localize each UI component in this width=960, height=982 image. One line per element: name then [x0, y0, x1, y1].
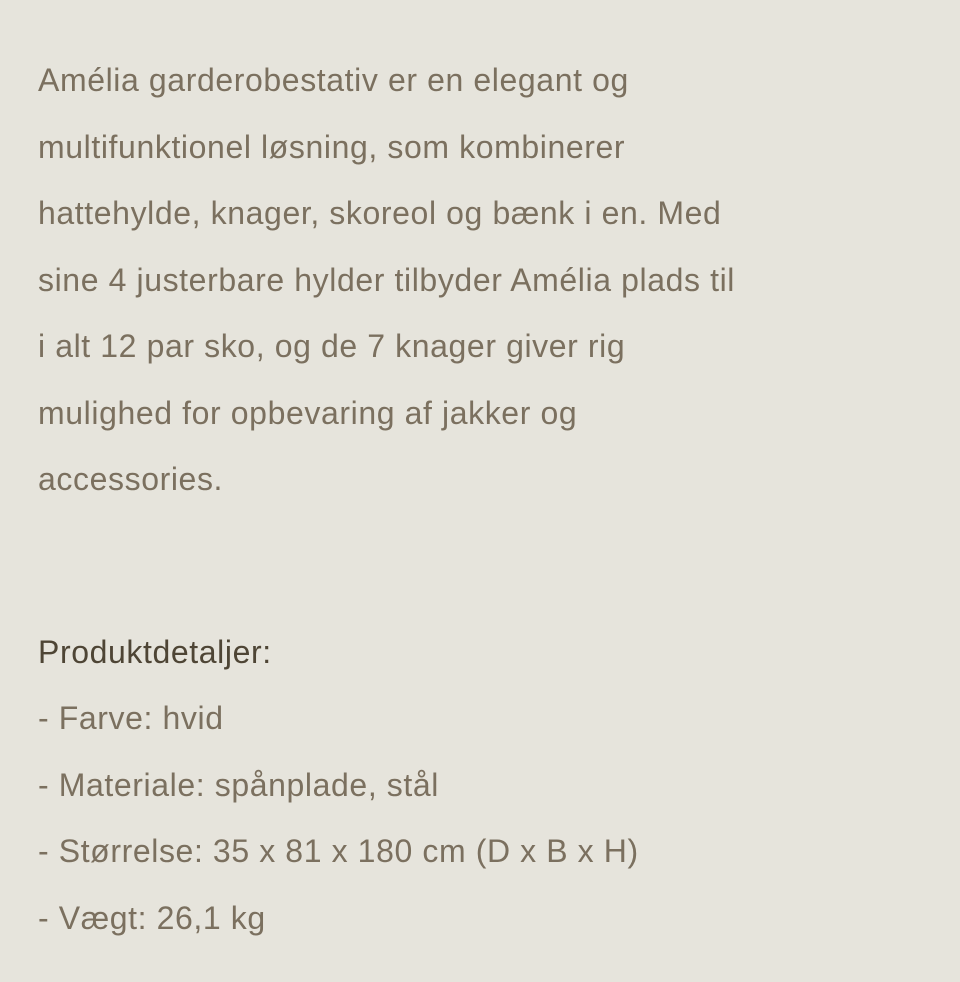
description-paragraph — [38, 47, 735, 513]
description-line: multifunktionel løsning, som kombinerer — [38, 128, 626, 165]
detail-item-weight: - Vægt: 26,1 kg — [38, 899, 266, 936]
detail-item-color: - Farve: hvid — [38, 700, 224, 736]
product-details — [38, 619, 735, 952]
product-description-section — [38, 47, 735, 951]
description-line: hattehylde, knager, skoreol og bænk i en. Med — [38, 195, 722, 231]
details-heading: Produktdetaljer: — [38, 633, 272, 670]
description-line: Amélia garderobestativ er en elegant og — [38, 62, 629, 98]
detail-item-size: - Størrelse: 35 x 81 x 180 cm (D x B x H) — [38, 833, 639, 869]
description-line: sine 4 justerbare hylder tilbyder Amélia plads til — [38, 261, 735, 298]
detail-item-material: - Materiale: spånplade, stål — [38, 766, 440, 803]
description-line: accessories. — [38, 461, 224, 497]
description-line: mulighed for opbevaring af jakker og — [38, 394, 578, 431]
description-line: i alt 12 par sko, og de 7 knager giver rig — [38, 328, 626, 364]
